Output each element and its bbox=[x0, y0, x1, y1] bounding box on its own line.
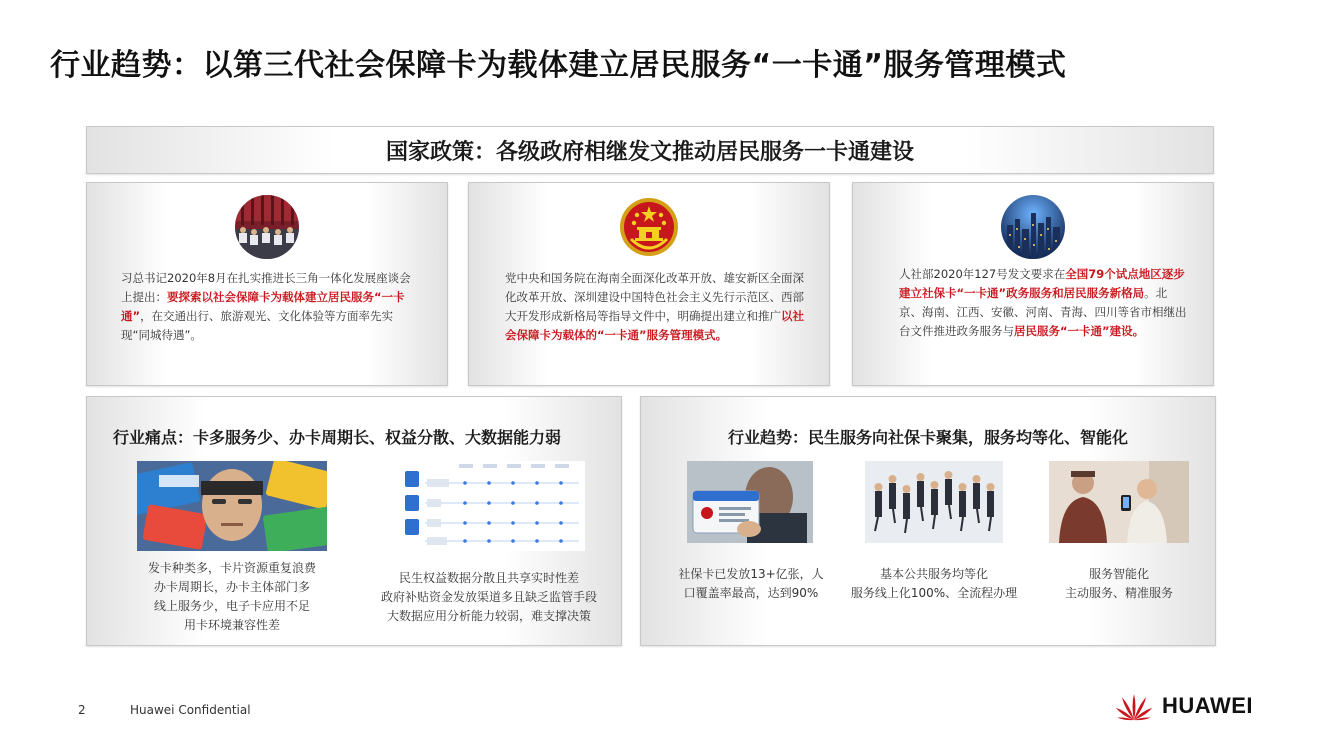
huawei-flower-icon bbox=[1114, 690, 1154, 722]
page-title: 行业趋势：以第三代社会保障卡为载体建立居民服务“一卡通”服务管理模式 bbox=[50, 48, 1067, 83]
card-1-text-part: ，在交通出行、旅游观光、文化体验等方面率先实现“同城待遇”。 bbox=[121, 309, 394, 342]
caption-line: 大数据应用分析能力较弱，难支撑决策 bbox=[386, 609, 591, 623]
confidential-label: Huawei Confidential bbox=[130, 703, 251, 717]
policy-card-1 bbox=[86, 182, 448, 386]
page-number: 2 bbox=[78, 703, 86, 717]
meeting-photo-icon bbox=[235, 195, 299, 259]
social-security-card-photo-icon bbox=[687, 461, 813, 543]
caption-line: 用卡环境兼容性差 bbox=[183, 618, 280, 632]
trend-section bbox=[640, 396, 1216, 646]
card-3-highlight: 居民服务“一卡通”建设。 bbox=[1014, 324, 1145, 338]
caption-line: 主动服务、精准服务 bbox=[1064, 586, 1173, 600]
national-emblem-icon bbox=[617, 195, 681, 259]
huawei-logo bbox=[1114, 690, 1253, 722]
card-2-text bbox=[505, 269, 805, 345]
city-night-photo-icon bbox=[1001, 195, 1065, 259]
card-3-text-part: 。北京、海南、江西、安徽、河南、青海、四川等省市相继出台文件推进政务服务与 bbox=[899, 286, 1187, 338]
jumping-people-photo-icon bbox=[865, 461, 1003, 543]
caption-line: 线上服务少，电子卡应用不足 bbox=[153, 599, 310, 613]
caption-line: 发卡种类多，卡片资源重复浪费 bbox=[147, 561, 316, 575]
caption-line: 社保卡已发放13+亿张，人 bbox=[678, 567, 824, 581]
smart-service-photo-icon bbox=[1049, 461, 1189, 543]
trend-title: 行业趋势：民生服务向社保卡聚集，服务均等化、智能化 bbox=[727, 428, 1128, 447]
brand-name: HUAWEI bbox=[1162, 693, 1253, 718]
caption-line: 办卡周期长，办卡主体部门多 bbox=[153, 580, 310, 594]
trend-caption-2 bbox=[837, 565, 1031, 603]
pain-caption-1 bbox=[127, 559, 337, 635]
caption-line: 民生权益数据分散且共享实时性差 bbox=[398, 571, 579, 585]
trend-caption-1 bbox=[663, 565, 839, 603]
card-3-highlight: 全国79个试点地区逐步建立社保卡“一卡通”政务服务和居民服务新格局 bbox=[899, 267, 1185, 300]
policy-banner bbox=[86, 126, 1214, 174]
trend-caption-3 bbox=[1045, 565, 1193, 603]
caption-line: 口覆盖率最高，达到90% bbox=[683, 586, 819, 600]
card-1-text bbox=[121, 269, 421, 345]
caption-line: 服务线上化100%、全流程办理 bbox=[850, 586, 1018, 600]
cards-pile-photo-icon bbox=[137, 461, 327, 551]
policy-card-3 bbox=[852, 182, 1214, 386]
card-1-highlight: 要探索以社会保障卡为载体建立居民服务“一卡通” bbox=[121, 290, 405, 323]
card-3-text bbox=[899, 265, 1189, 341]
policy-card-2 bbox=[468, 182, 830, 386]
card-1-text-part: 习总书记2020年8月在扎实推进长三角一体化发展座谈会上提出： bbox=[121, 271, 411, 304]
policy-banner-text: 国家政策：各级政府相继发文推动居民服务一卡通建设 bbox=[385, 139, 914, 165]
pain-points-title: 行业痛点：卡多服务少、办卡周期长、权益分散、大数据能力弱 bbox=[113, 428, 562, 447]
data-grid-diagram-icon bbox=[399, 461, 585, 551]
caption-line: 服务智能化 bbox=[1088, 567, 1149, 581]
caption-line: 基本公共服务均等化 bbox=[879, 567, 988, 581]
pain-caption-2 bbox=[355, 569, 623, 626]
card-2-highlight: 以社会保障卡为载体的“一卡通”服务管理模式。 bbox=[505, 309, 804, 342]
caption-line: 政府补贴资金发放渠道多且缺乏监管手段 bbox=[380, 590, 597, 604]
card-2-text-part: 党中央和国务院在海南全面深化改革开放、雄安新区全面深化改革开放、深圳建设中国特色社会主义先行示范区、西部大开发形成新格局等指导文件中，明确提出建立和推广 bbox=[505, 271, 804, 323]
card-3-text-part: 人社部2020年127号发文要求在 bbox=[899, 267, 1066, 281]
pain-points-section bbox=[86, 396, 622, 646]
